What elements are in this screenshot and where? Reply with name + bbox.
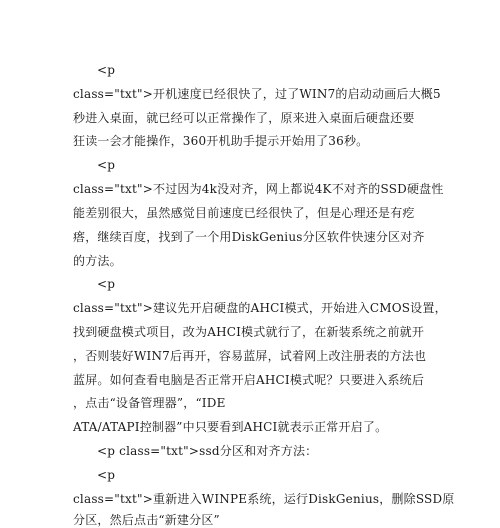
text-line: ATA/ATAPI控制器”中只要看到AHCI就表示正常开启了。 xyxy=(73,420,388,434)
text-line: <p xyxy=(97,158,116,172)
text-line: 找到硬盘模式项目，改为AHCI模式就行了，在新装系统之前就开 xyxy=(73,325,425,339)
text-line: class="txt">开机速度已经很快了，过了WIN7的启动动画后大概5 xyxy=(73,87,441,101)
text-line: ，否则装好WIN7后再开，容易蓝屏，试着网上改注册表的方法也 xyxy=(73,349,427,363)
text-line: 秒进入桌面，就已经可以正常操作了，原来进入桌面后硬盘还要 xyxy=(73,111,415,125)
text-line: class="txt">不过因为4k没对齐，网上都说4K不对齐的SSD硬盘性 xyxy=(73,182,444,196)
text-line: <p xyxy=(97,63,116,77)
text-line: class="txt">重新进入WINPE系统，运行DiskGenius，删除SSD原 xyxy=(73,492,455,506)
text-line: 瘩，继续百度，找到了一个用DiskGenius分区软件快速分区对齐 xyxy=(73,230,425,244)
text-line: <p class="txt">ssd分区和对齐方法： xyxy=(97,444,318,458)
text-line: 狂读一会才能操作，360开机助手提示开始用了36秒。 xyxy=(73,134,369,148)
text-line: 的方法。 xyxy=(73,254,122,268)
text-line: 蓝屏。如何查看电脑是否正常开启AHCI模式呢？只要进入系统后 xyxy=(73,373,425,387)
text-line: 分区，然后点击“新建分区” xyxy=(73,513,220,527)
text-line: ，点击“设备管理器”，“IDE xyxy=(73,396,226,410)
text-line: <p xyxy=(97,277,116,291)
text-line: <p xyxy=(97,468,116,482)
text-line: 能差别很大，虽然感觉目前速度已经很快了，但是心理还是有疙 xyxy=(73,206,415,220)
text-line: class="txt">建议先开启硬盘的AHCI模式，开始进入CMOS设置， xyxy=(73,301,447,315)
